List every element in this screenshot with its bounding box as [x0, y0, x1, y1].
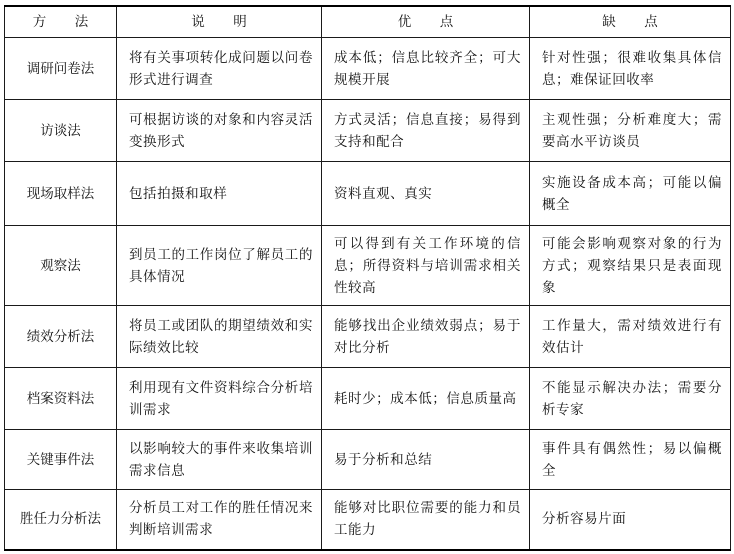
table-row — [5, 306, 731, 368]
table-row — [5, 226, 731, 306]
cons-cell: 工作量大，需对绩效进行有效估计 — [530, 306, 731, 368]
description-cell: 利用现有文件资料综合分析培训需求 — [117, 368, 322, 430]
description-cell: 以影响较大的事件来收集培训需求信息 — [117, 430, 322, 490]
description-cell: 将员工或团队的期望绩效和实际绩效比较 — [117, 306, 322, 368]
table-row — [5, 100, 731, 162]
table-row — [5, 368, 731, 430]
table-body — [5, 38, 731, 550]
table-row — [5, 490, 731, 550]
description-cell: 包括拍摄和取样 — [117, 162, 322, 226]
cons-cell: 不能显示解决办法；需要分析专家 — [530, 368, 731, 430]
table-row — [5, 430, 731, 490]
header-description: 说 明 — [117, 6, 322, 38]
pros-cell: 资料直观、真实 — [322, 162, 530, 226]
method-cell: 关键事件法 — [5, 430, 117, 490]
header-method: 方 法 — [5, 6, 117, 38]
pros-cell: 易于分析和总结 — [322, 430, 530, 490]
cons-cell: 可能会影响观察对象的行为方式；观察结果只是表面现象 — [530, 226, 731, 306]
method-cell: 胜任力分析法 — [5, 490, 117, 550]
cons-cell: 分析容易片面 — [530, 490, 731, 550]
training-needs-methods-table — [4, 5, 731, 551]
header-row — [5, 6, 731, 38]
method-cell: 调研问卷法 — [5, 38, 117, 100]
pros-cell: 耗时少；成本低；信息质量高 — [322, 368, 530, 430]
pros-cell: 可以得到有关工作环境的信息；所得资料与培训需求相关性较高 — [322, 226, 530, 306]
table-row — [5, 38, 731, 100]
description-cell: 将有关事项转化成问题以问卷形式进行调查 — [117, 38, 322, 100]
description-cell: 到员工的工作岗位了解员工的具体情况 — [117, 226, 322, 306]
cons-cell: 实施设备成本高；可能以偏概全 — [530, 162, 731, 226]
header-cons: 缺 点 — [530, 6, 731, 38]
method-cell: 档案资料法 — [5, 368, 117, 430]
pros-cell: 成本低；信息比较齐全；可大规模开展 — [322, 38, 530, 100]
pros-cell: 方式灵活；信息直接；易得到支持和配合 — [322, 100, 530, 162]
pros-cell: 能够找出企业绩效弱点；易于对比分析 — [322, 306, 530, 368]
method-cell: 现场取样法 — [5, 162, 117, 226]
cons-cell: 事件具有偶然性；易以偏概全 — [530, 430, 731, 490]
description-cell: 可根据访谈的对象和内容灵活变换形式 — [117, 100, 322, 162]
cons-cell: 针对性强；很难收集具体信息；难保证回收率 — [530, 38, 731, 100]
table-header — [5, 6, 731, 38]
header-pros: 优 点 — [322, 6, 530, 38]
cons-cell: 主观性强；分析难度大；需要高水平访谈员 — [530, 100, 731, 162]
description-cell: 分析员工对工作的胜任情况来判断培训需求 — [117, 490, 322, 550]
method-cell: 绩效分析法 — [5, 306, 117, 368]
pros-cell: 能够对比职位需要的能力和员工能力 — [322, 490, 530, 550]
method-cell: 观察法 — [5, 226, 117, 306]
table-row — [5, 162, 731, 226]
method-cell: 访谈法 — [5, 100, 117, 162]
